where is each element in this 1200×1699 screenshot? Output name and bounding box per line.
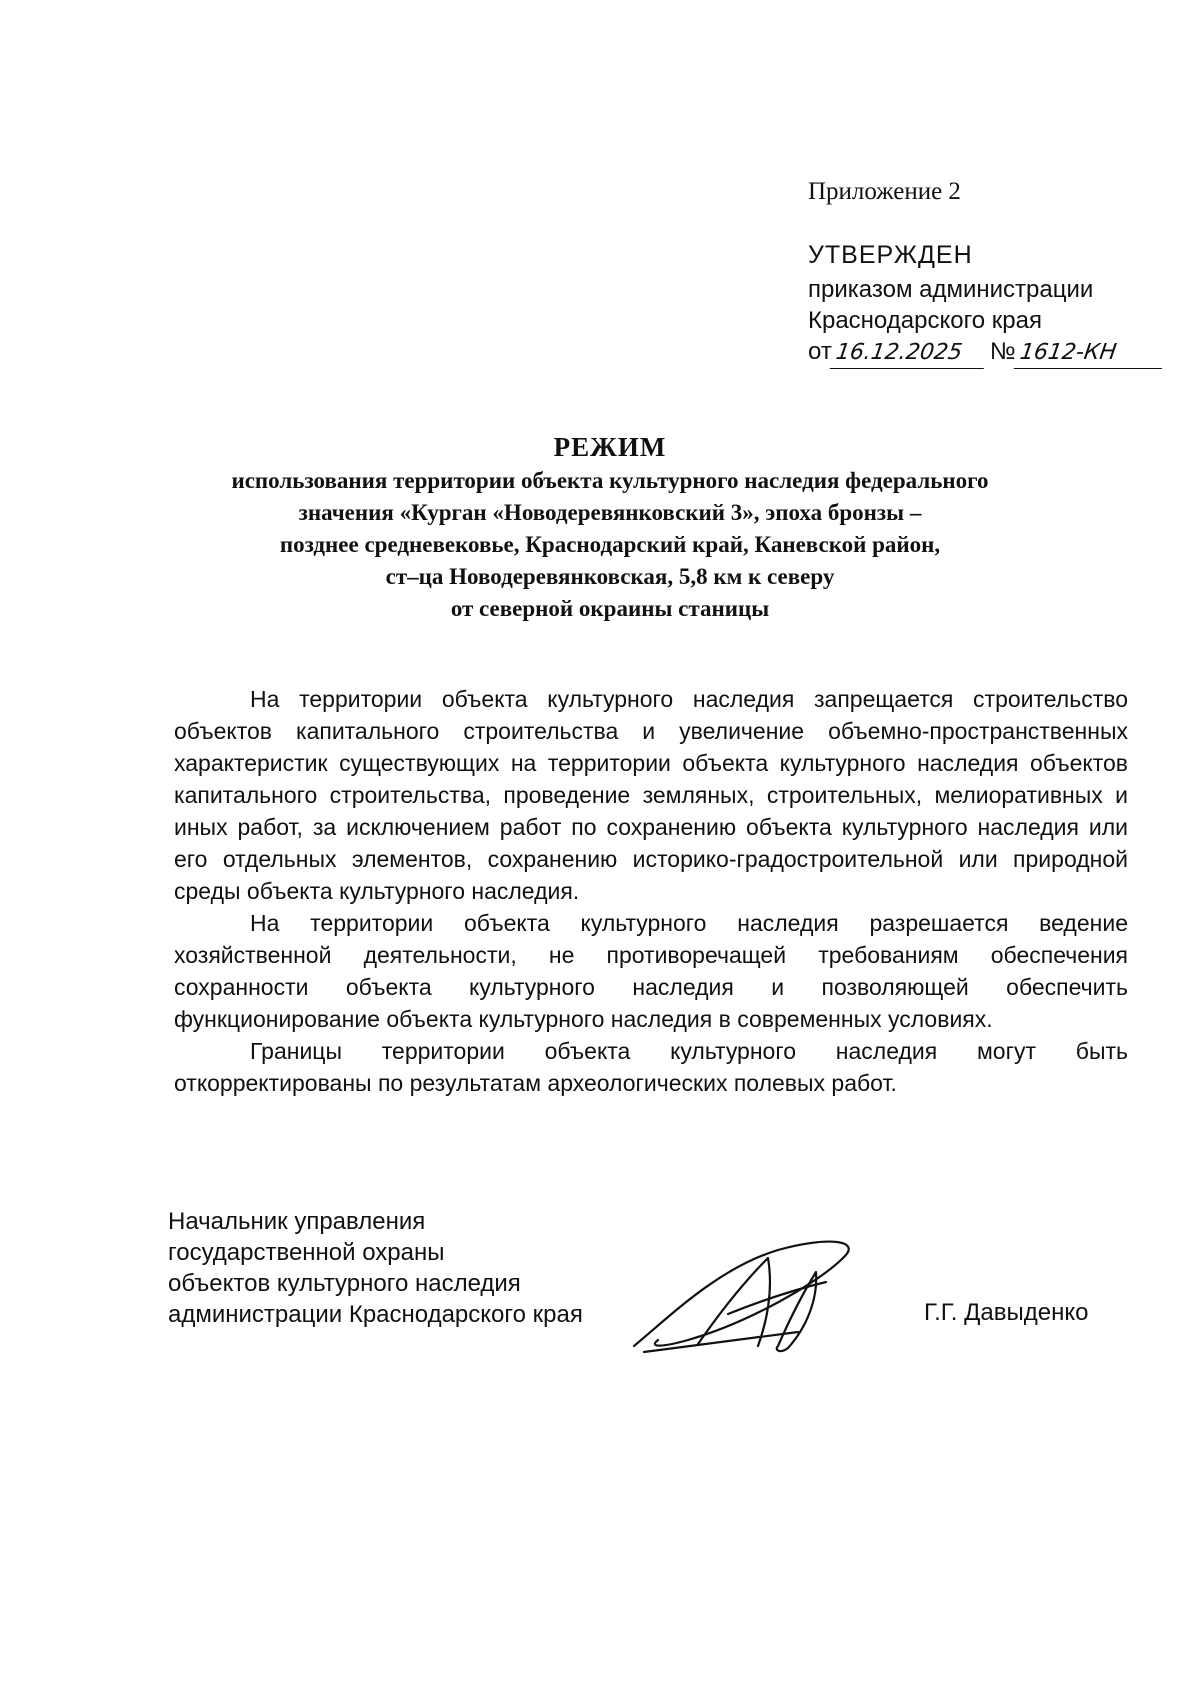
approval-line-2: Краснодарского края [808,307,1042,334]
document-subtitle-line: от северной окраины станицы [450,596,770,621]
document-body [174,683,1128,1099]
signatory-position-line: администрации Краснодарского края [168,1301,583,1328]
body-paragraph: На территории объекта культурного наследия разрешается ведение хозяйственной деятельности, не противоречащей требованиям обеспечения сохранности объекта культурного наследия и позволяющей обеспечить функционирование объекта культурного наследия в современных условиях. [174,910,1128,1032]
number-prefix: № [989,338,1016,365]
document-subtitle-line: значения «Курган «Новодеревянковский 3», эпоха бронзы – [298,500,922,525]
signatory-position-line: Начальник управления [168,1208,426,1235]
order-details [808,336,1164,369]
signatory-position [168,1206,583,1330]
approval-block [808,176,1164,369]
body-paragraph: На территории объекта культурного наследия запрещается строительство объектов капитального строительства и увеличение объемно-пространственных характеристик существующих на территории объекта культурного наследия объектов капитального строительства, проведение земляных, строительных, мелиоративных и иных работ, за исключением работ по сохранению объекта культурного наследия или его отдельных элементов, сохранению историко-градостроительной или природной среды объекта культурного наследия. [174,686,1128,904]
body-paragraph: Границы территории объекта культурного наследия могут быть откорректированы по результатам археологических полевых работ. [174,1038,1128,1096]
signatory-position-line: государственной охраны [168,1239,445,1266]
order-number: 1612-КН [1013,337,1165,369]
document-title-block [150,432,1070,625]
handwritten-signature [628,1228,868,1358]
appendix-label: Приложение 2 [808,178,961,205]
order-date: 16.12.2025 [830,337,988,369]
approved-label: УТВЕРЖДЕН [808,241,973,269]
document-subtitle-line: позднее средневековье, Краснодарский край, Каневской район, [279,532,941,557]
signatory-name: Г.Г. Давыденко [924,1299,1089,1326]
date-prefix: от [808,338,832,365]
approval-line-1: приказом администрации [808,276,1094,303]
document-subtitle-line: ст–ца Новодеревянковская, 5,8 км к северу [385,564,835,589]
signatory-position-line: объектов культурного наследия [168,1270,521,1297]
document-title: РЕЖИМ [553,432,667,462]
document-subtitle-line: использования территории объекта культурного наследия федерального [231,468,989,493]
